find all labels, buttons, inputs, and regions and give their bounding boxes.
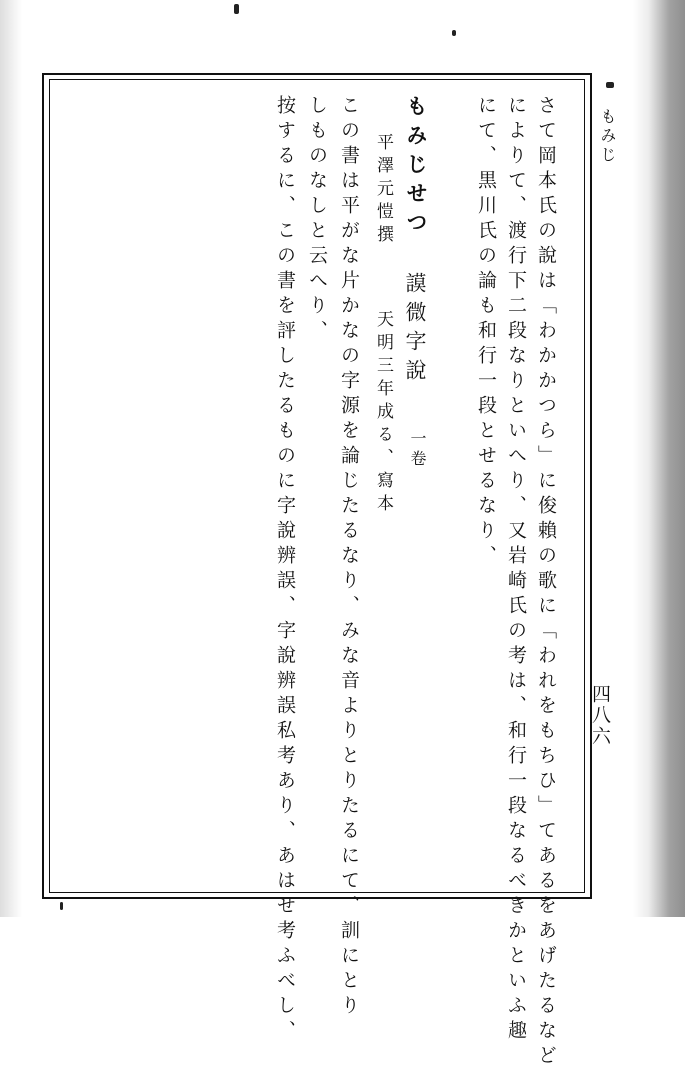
entry-volumes: 一卷 [408, 430, 427, 470]
entry-author: 平澤元愷撰 [373, 133, 393, 248]
page-right-shadow [633, 0, 685, 917]
entry-date-note: 天明三年成る、寫本 [373, 310, 393, 517]
page-number: 四八六 [589, 684, 611, 747]
section-title: もみじせつ [404, 95, 429, 240]
body-line-1: この書は平がな片かなの字源を論じたるなり、みな音よりとりたるにて、訓にとり [338, 95, 360, 1020]
ink-speck [606, 82, 614, 88]
prev-entry-line-3: にて、黒川氏の論も和行一段とせるなり、 [475, 95, 497, 570]
page-left-shadow [0, 0, 22, 917]
entry-title: 謨微字說 [403, 272, 427, 388]
running-head: もみじ [598, 108, 617, 165]
body-line-3: 按するに、この書を評したるものに字說辨誤、字說辨誤私考あり、あはせ考ふべし、 [274, 95, 296, 1045]
ink-speck [60, 902, 63, 910]
ink-speck [234, 4, 239, 14]
prev-entry-line-2: によりて、渡行下二段なりといへり、又岩崎氏の考は、和行一段なるべきかといふ趣 [505, 95, 527, 1045]
ink-speck [452, 30, 456, 36]
body-line-2: しものなしと云へり、 [306, 95, 328, 345]
prev-entry-line-1: さて岡本氏の說は「わかかつら」に俊賴の歌に「われをもちひ」てあるをあげたるなど [535, 95, 557, 1070]
